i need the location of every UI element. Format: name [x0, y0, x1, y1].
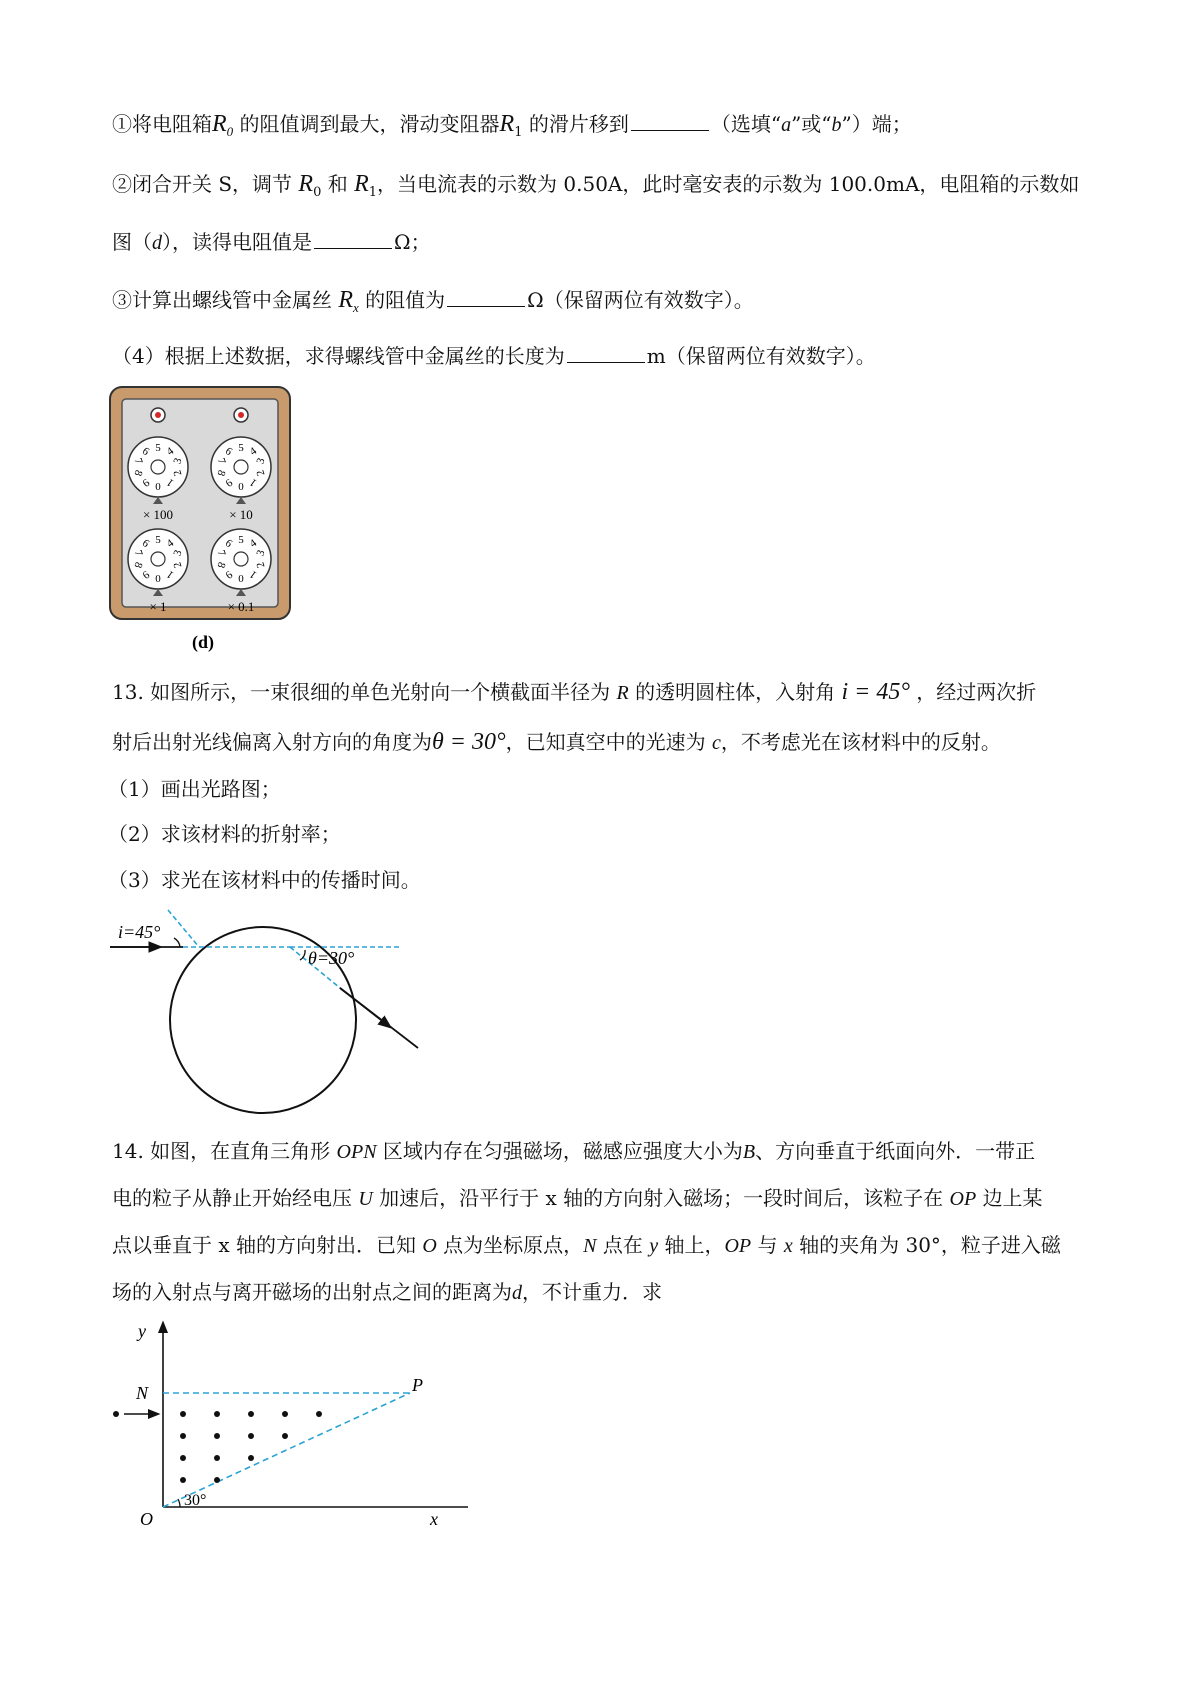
i-label: i=45°	[118, 922, 161, 942]
q12-step3: ③计算出螺线管中金属丝 $R_x$ 的阻值为 Ω（保留两位有效数字）。	[112, 287, 754, 315]
q13-sub1: （1）画出光路图；	[108, 777, 281, 801]
dial-digit: 9	[222, 567, 235, 581]
field-dots	[180, 1411, 322, 1483]
dial-hub	[151, 460, 165, 474]
answer-blank[interactable]	[447, 288, 525, 307]
answer-blank[interactable]	[567, 344, 645, 363]
dial-hub	[234, 552, 248, 566]
dial-digit: 0	[155, 480, 161, 492]
dial-multiplier-label: × 0.1	[227, 599, 255, 614]
dial-digit: 2	[171, 560, 185, 570]
x-axis-label: x	[430, 1509, 438, 1525]
q12-part4: （4）根据上述数据，求得螺线管中金属丝的长度为 m（保留两位有效数字）。	[112, 344, 876, 368]
dial-digit: 9	[139, 475, 152, 489]
dial-digit: 3	[254, 548, 268, 558]
dial-digit: 3	[171, 456, 185, 466]
dial-multiplier-label: × 100	[142, 507, 174, 522]
n-label: N	[136, 1383, 149, 1403]
figure-caption: (d)	[192, 632, 214, 652]
indicator-dot	[155, 412, 161, 418]
dial-digit: 4	[247, 537, 260, 551]
q13-sub3: （3）求光在该材料中的传播时间。	[108, 868, 421, 892]
dial-digit: 5	[238, 442, 244, 454]
q13-sub2: （2）求该材料的折射率；	[108, 822, 341, 846]
dial-digit: 1	[247, 567, 260, 581]
dial-digit: 8	[131, 560, 145, 570]
dial-digit: 9	[139, 567, 152, 581]
q14-line1: 14. 如图，在直角三角形 OPN 区域内存在匀强磁场，磁感应强度大小为B、方向垂直于纸面向外．一带正	[112, 1139, 1036, 1163]
dial-digit: 4	[164, 537, 177, 551]
dial-digit: 0	[238, 572, 244, 584]
dial-digit: 2	[254, 560, 268, 570]
q13-line2: 射后出射光线偏离入射方向的角度为θ = 30°，已知真空中的光速为 c，不考虑光在该材料中的反射。	[112, 729, 1001, 755]
dial-digit: 1	[164, 567, 177, 581]
dial-digit: 7	[131, 456, 145, 466]
dial-digit: 5	[238, 534, 244, 546]
answer-blank[interactable]	[314, 230, 392, 249]
dial-digit: 1	[247, 475, 260, 489]
q14-line4: 场的入射点与离开磁场的出射点之间的距离为d，不计重力．求	[112, 1280, 662, 1304]
q12-step1: ①将电阻箱$R_0$ 的阻值调到最大，滑动变阻器$R_1$ 的滑片移到 （选填“a”或“b”）端；	[112, 111, 912, 140]
dial-digit: 1	[164, 475, 177, 489]
dial-digit: 3	[254, 456, 268, 466]
dial-digit: 2	[171, 468, 185, 478]
y-axis-label: y	[138, 1321, 146, 1341]
dial-digit: 7	[214, 456, 228, 466]
dial-digit: 6	[139, 537, 152, 551]
incident-normal	[168, 910, 199, 947]
dial-digit: 6	[222, 537, 235, 551]
dial-digit: 7	[214, 548, 228, 558]
q12-step2-cont: 图（d），读得电阻值是 Ω；	[112, 230, 431, 254]
dial-digit: 5	[155, 442, 161, 454]
angle-arc	[178, 1499, 180, 1507]
particle	[113, 1411, 119, 1417]
indicator-dot	[238, 412, 244, 418]
magnetic-field-figure	[100, 1315, 500, 1525]
q14-line3: 点以垂直于 x 轴的方向射出．已知 O 点为坐标原点，N 点在 y 轴上，OP 与 x 轴的夹角为 30°，粒子进入磁	[112, 1233, 1061, 1257]
dial-digit: 6	[139, 445, 152, 459]
dial-digit: 0	[155, 572, 161, 584]
emergent-ray-arrow	[340, 988, 390, 1027]
dial-digit: 4	[164, 445, 177, 459]
dial-digit: 6	[222, 445, 235, 459]
q12-step2: ②闭合开关 S，调节 $R_0$ 和 $R_1$，当电流表的示数为 0.50A，此时毫安表的示数为 100.0mA，电阻箱的示数如	[112, 171, 1080, 200]
dial-digit: 8	[131, 468, 145, 478]
dial-multiplier-label: × 10	[229, 507, 253, 522]
dial-digit: 4	[247, 445, 260, 459]
theta-label: θ=30°	[308, 948, 355, 968]
refraction-figure	[100, 900, 460, 1120]
op-line	[163, 1393, 410, 1507]
dial-digit: 3	[171, 548, 185, 558]
dial-digit: 8	[214, 468, 228, 478]
dial-digit: 9	[222, 475, 235, 489]
dial-digit: 5	[155, 534, 161, 546]
dial-digit: 0	[238, 480, 244, 492]
dial-digit: 7	[131, 548, 145, 558]
q13-line1: 13. 如图所示，一束很细的单色光射向一个横截面半径为 R 的透明圆柱体，入射角 i = 45° ，经过两次折	[112, 679, 1037, 705]
origin-label: O	[140, 1509, 153, 1525]
dial-digit: 2	[254, 468, 268, 478]
angle-label: 30°	[184, 1492, 207, 1509]
answer-blank[interactable]	[631, 112, 709, 131]
i-arc	[174, 938, 180, 947]
dial-multiplier-label: × 1	[149, 599, 167, 614]
dial-hub	[151, 552, 165, 566]
resistance-box-figure	[108, 385, 298, 655]
p-label: P	[412, 1375, 423, 1395]
dial-digit: 8	[214, 560, 228, 570]
q14-line2: 电的粒子从静止开始经电压 U 加速后，沿平行于 x 轴的方向射入磁场；一段时间后，该粒子在 OP 边上某	[112, 1186, 1043, 1210]
dial-hub	[234, 460, 248, 474]
